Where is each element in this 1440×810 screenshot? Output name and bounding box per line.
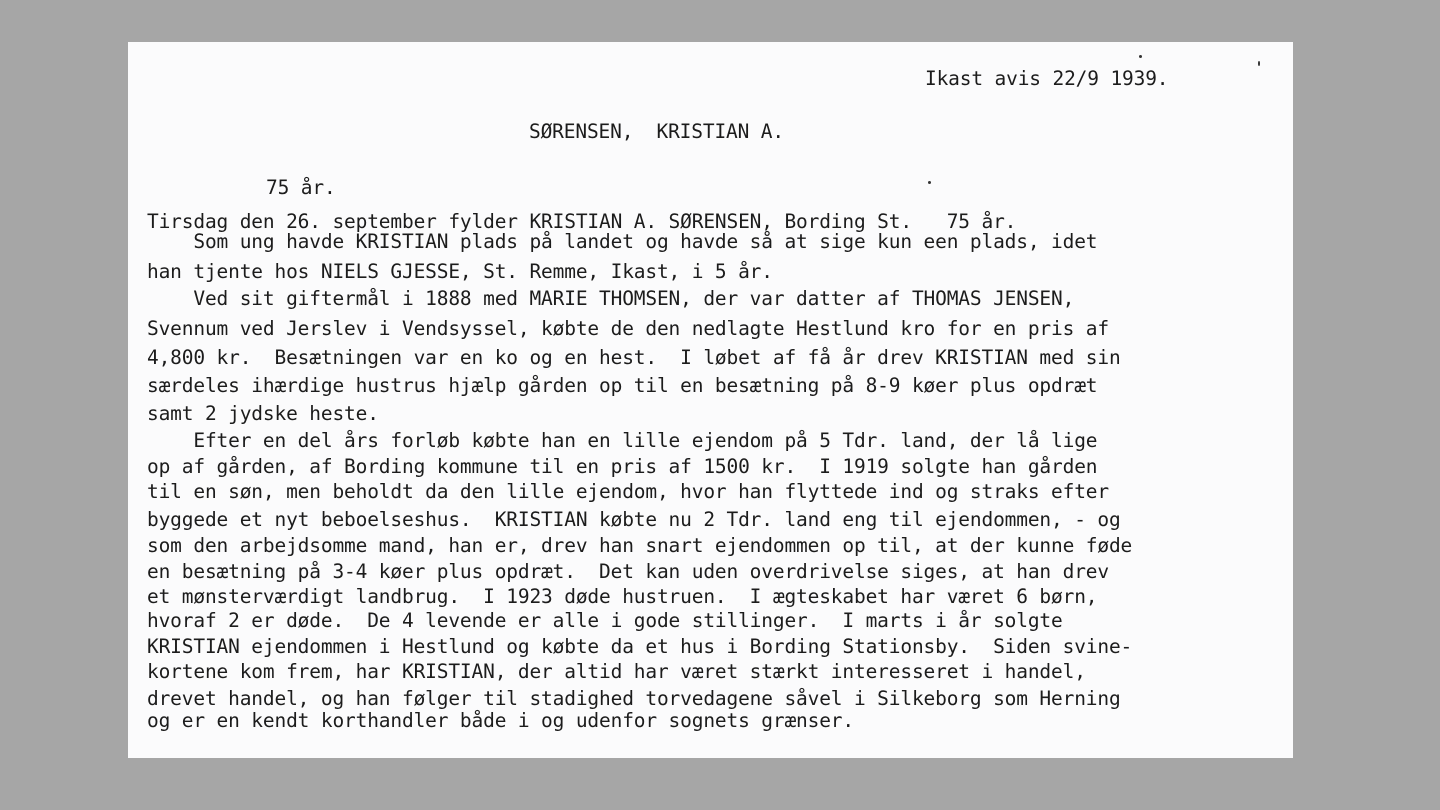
body-line: et mønsterværdigt landbrug. I 1923 døde hustruen. I ægteskabet har været 6 børn,: [147, 585, 1098, 608]
speck-mark: [1258, 61, 1260, 66]
body-line: særdeles ihærdige hustrus hjælp gården op til en besætning på 8-9 køer plus opdræt: [147, 374, 1098, 397]
body-line: samt 2 jydske heste.: [147, 402, 379, 425]
heading: SØRENSEN, KRISTIAN A.: [529, 120, 784, 143]
body-line: KRISTIAN ejendommen i Hestlund og købte da et hus i Bording Stationsby. Siden svine-: [147, 635, 1133, 658]
body-line: Som ung havde KRISTIAN plads på landet og havde så at sige kun een plads, idet: [147, 230, 1098, 253]
body-line: kortene kom frem, har KRISTIAN, der altid har været stærkt interesseret i handel,: [147, 660, 1086, 683]
age-caption: 75 år.: [266, 176, 336, 199]
speck-mark: [928, 181, 931, 184]
body-line: Ved sit giftermål i 1888 med MARIE THOMSEN, der var datter af THOMAS JENSEN,: [147, 287, 1075, 310]
source-line: Ikast avis 22/9 1939.: [925, 67, 1169, 90]
body-line: hvoraf 2 er døde. De 4 levende er alle i gode stillinger. I marts i år solgte: [147, 609, 1063, 632]
body-line: en besætning på 3-4 køer plus opdræt. Det kan uden overdrivelse siges, at han drev: [147, 560, 1109, 583]
body-line: byggede et nyt beboelseshus. KRISTIAN købte nu 2 Tdr. land eng til ejendommen, - og: [147, 508, 1121, 531]
body-line: Tirsdag den 26. september fylder KRISTIAN A. SØRENSEN, Bording St. 75 år.: [147, 210, 1017, 233]
body-line: som den arbejdsomme mand, han er, drev han snart ejendommen op til, at der kunne føde: [147, 534, 1133, 557]
body-line: Svennum ved Jerslev i Vendsyssel, købte de den nedlagte Hestlund kro for en pris af: [147, 317, 1109, 340]
body-line: og er en kendt korthandler både i og udenfor sognets grænser.: [147, 709, 854, 732]
body-line: op af gården, af Bording kommune til en pris af 1500 kr. I 1919 solgte han gården: [147, 455, 1098, 478]
body-line: 4,800 kr. Besætningen var en ko og en hest. I løbet af få år drev KRISTIAN med sin: [147, 346, 1121, 369]
body-line: Efter en del års forløb købte han en lille ejendom på 5 Tdr. land, der lå lige: [147, 429, 1098, 452]
speck-mark: [1139, 55, 1142, 58]
body-line: drevet handel, og han følger til stadighed torvedagene såvel i Silkeborg som Herning: [147, 687, 1121, 710]
body-line: til en søn, men beholdt da den lille ejendom, hvor han flyttede ind og straks efter: [147, 480, 1109, 503]
document-page: [128, 42, 1293, 758]
body-line: han tjente hos NIELS GJESSE, St. Remme, Ikast, i 5 år.: [147, 260, 773, 283]
